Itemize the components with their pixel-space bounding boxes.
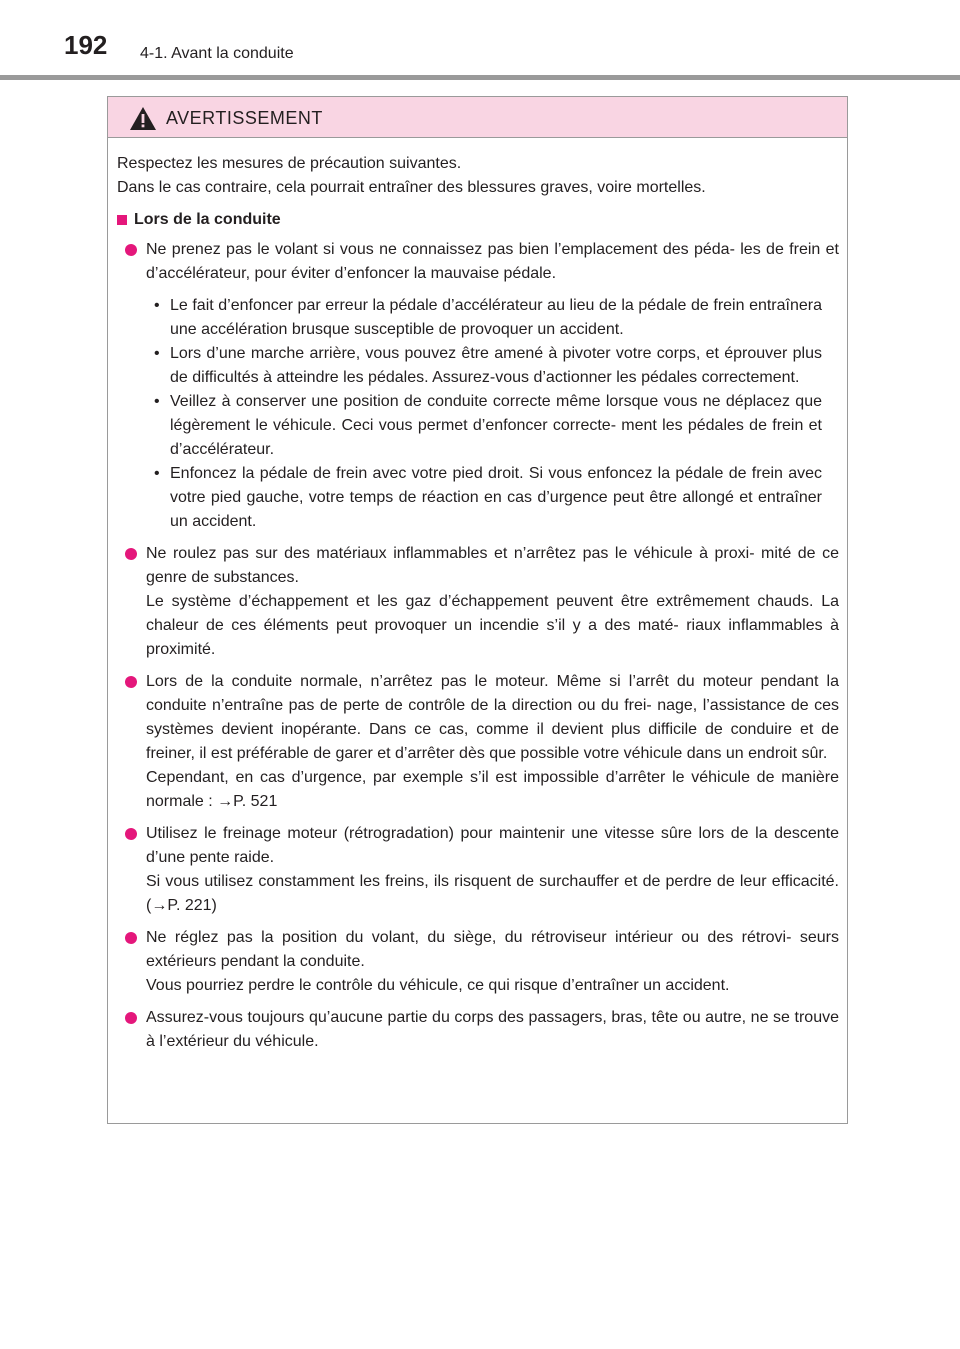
square-bullet-icon (117, 215, 127, 225)
list-item (117, 1006, 839, 1054)
warning-box (107, 96, 848, 1124)
dot-bullet-icon (125, 244, 137, 256)
item-text: Assurez-vous toujours qu’aucune partie du corps des passagers, bras, tête ou autre, ne se trouve à l’extérieur du véhicule. (146, 1009, 839, 1050)
dot-bullet-icon (125, 1012, 137, 1024)
warning-title: AVERTISSEMENT (166, 108, 323, 128)
sub-item-text: Enfoncez la pédale de frein avec votre pied droit. Si vous enfoncez la pédale de frein avec votre pied gauche, votre temps de réaction en cas d’urgence peut être allongé et entraîner un accident. (170, 465, 822, 530)
page-number: 192 (64, 30, 108, 60)
list-item (117, 542, 839, 662)
item-text: Ne prenez pas le volant si vous ne connaissez pas bien l’emplacement des péda- les de frein et d’accélérateur, pour éviter d’enfoncer la mauvaise pédale. (146, 241, 839, 282)
sub-bullet-icon: • (154, 393, 160, 410)
list-item (117, 670, 839, 814)
sub-item-text: Lors d’une marche arrière, vous pouvez être amené à pivoter votre corps, et éprouver plus de difficultés à atteindre les pédales. Assurez-vous d’actionner les pédales correctement. (170, 345, 822, 386)
item-text: Ne réglez pas la position du volant, du siège, du rétroviseur intérieur ou des rétrovi- seurs extérieurs pendant la conduite. (146, 929, 839, 970)
item-text: Cependant, en cas d’urgence, par exemple s’il est impossible d’arrêter le véhicule de manière normale : →P. 521 (146, 769, 839, 810)
sub-list-item (117, 390, 839, 462)
dot-bullet-icon (125, 676, 137, 688)
list-item (117, 238, 839, 286)
intro-line: Respectez les mesures de précaution suivantes. (117, 155, 462, 172)
item-text: Le système d’échappement et les gaz d’échappement peuvent être extrêmement chauds. La chaleur de ces éléments peut provoquer un incendie s’il y a des maté- riaux inflammables à proximité. (146, 593, 839, 658)
item-text: Vous pourriez perdre le contrôle du véhicule, ce qui risque d’entraîner un accident. (146, 977, 730, 994)
section-title: 4-1. Avant la conduite (140, 45, 294, 62)
header-rule (0, 75, 960, 80)
list-item (117, 926, 839, 998)
warning-body (108, 138, 847, 1054)
sub-list-item (117, 342, 839, 390)
warning-intro (117, 152, 839, 200)
sub-bullet-icon: • (154, 297, 160, 314)
dot-bullet-icon (125, 932, 137, 944)
subheading-text: Lors de la conduite (134, 211, 281, 228)
sub-list-item (117, 294, 839, 342)
list-item (117, 822, 839, 918)
sub-bullet-icon: • (154, 465, 160, 482)
sub-list-item (117, 462, 839, 534)
subheading (117, 208, 839, 232)
warning-header (108, 97, 847, 138)
item-text: Lors de la conduite normale, n’arrêtez pas le moteur. Même si l’arrêt du moteur pendant la conduite n’entraîne pas de perte de contrôle de la direction ou du frei- nage, l’assistance de ces systèmes devient inopérante. Dans ce cas, comme il devient plus difficile de conduire et de freiner, il est préférable de garer et d’arrêter dès que possible votre véhicule dans un endroit sûr. (146, 673, 839, 762)
dot-bullet-icon (125, 548, 137, 560)
sub-list (117, 294, 839, 534)
item-text: Ne roulez pas sur des matériaux inflammables et n’arrêtez pas le véhicule à proxi- mité de ce genre de substances. (146, 545, 839, 586)
page-header (0, 0, 960, 80)
item-text: Si vous utilisez constamment les freins, ils risquent de surchauffer et de perdre de leur efficacité. (→P. 221) (146, 873, 839, 914)
sub-bullet-icon: • (154, 345, 160, 362)
item-text: Utilisez le freinage moteur (rétrogradation) pour maintenir une vitesse sûre lors de la descente d’une pente raide. (146, 825, 839, 866)
warning-triangle-icon (130, 107, 156, 130)
intro-line: Dans le cas contraire, cela pourrait entraîner des blessures graves, voire mortelles. (117, 179, 706, 196)
sub-item-text: Veillez à conserver une position de conduite correcte même lorsque vous ne déplacez que légèrement le véhicule. Ceci vous permet d’enfoncer correcte- ment les pédales de frein et d’accélérateur. (170, 393, 822, 458)
sub-item-text: Le fait d’enfoncer par erreur la pédale d’accélérateur au lieu de la pédale de frein entraînera une accélération brusque susceptible de provoquer un accident. (170, 297, 822, 338)
dot-bullet-icon (125, 828, 137, 840)
